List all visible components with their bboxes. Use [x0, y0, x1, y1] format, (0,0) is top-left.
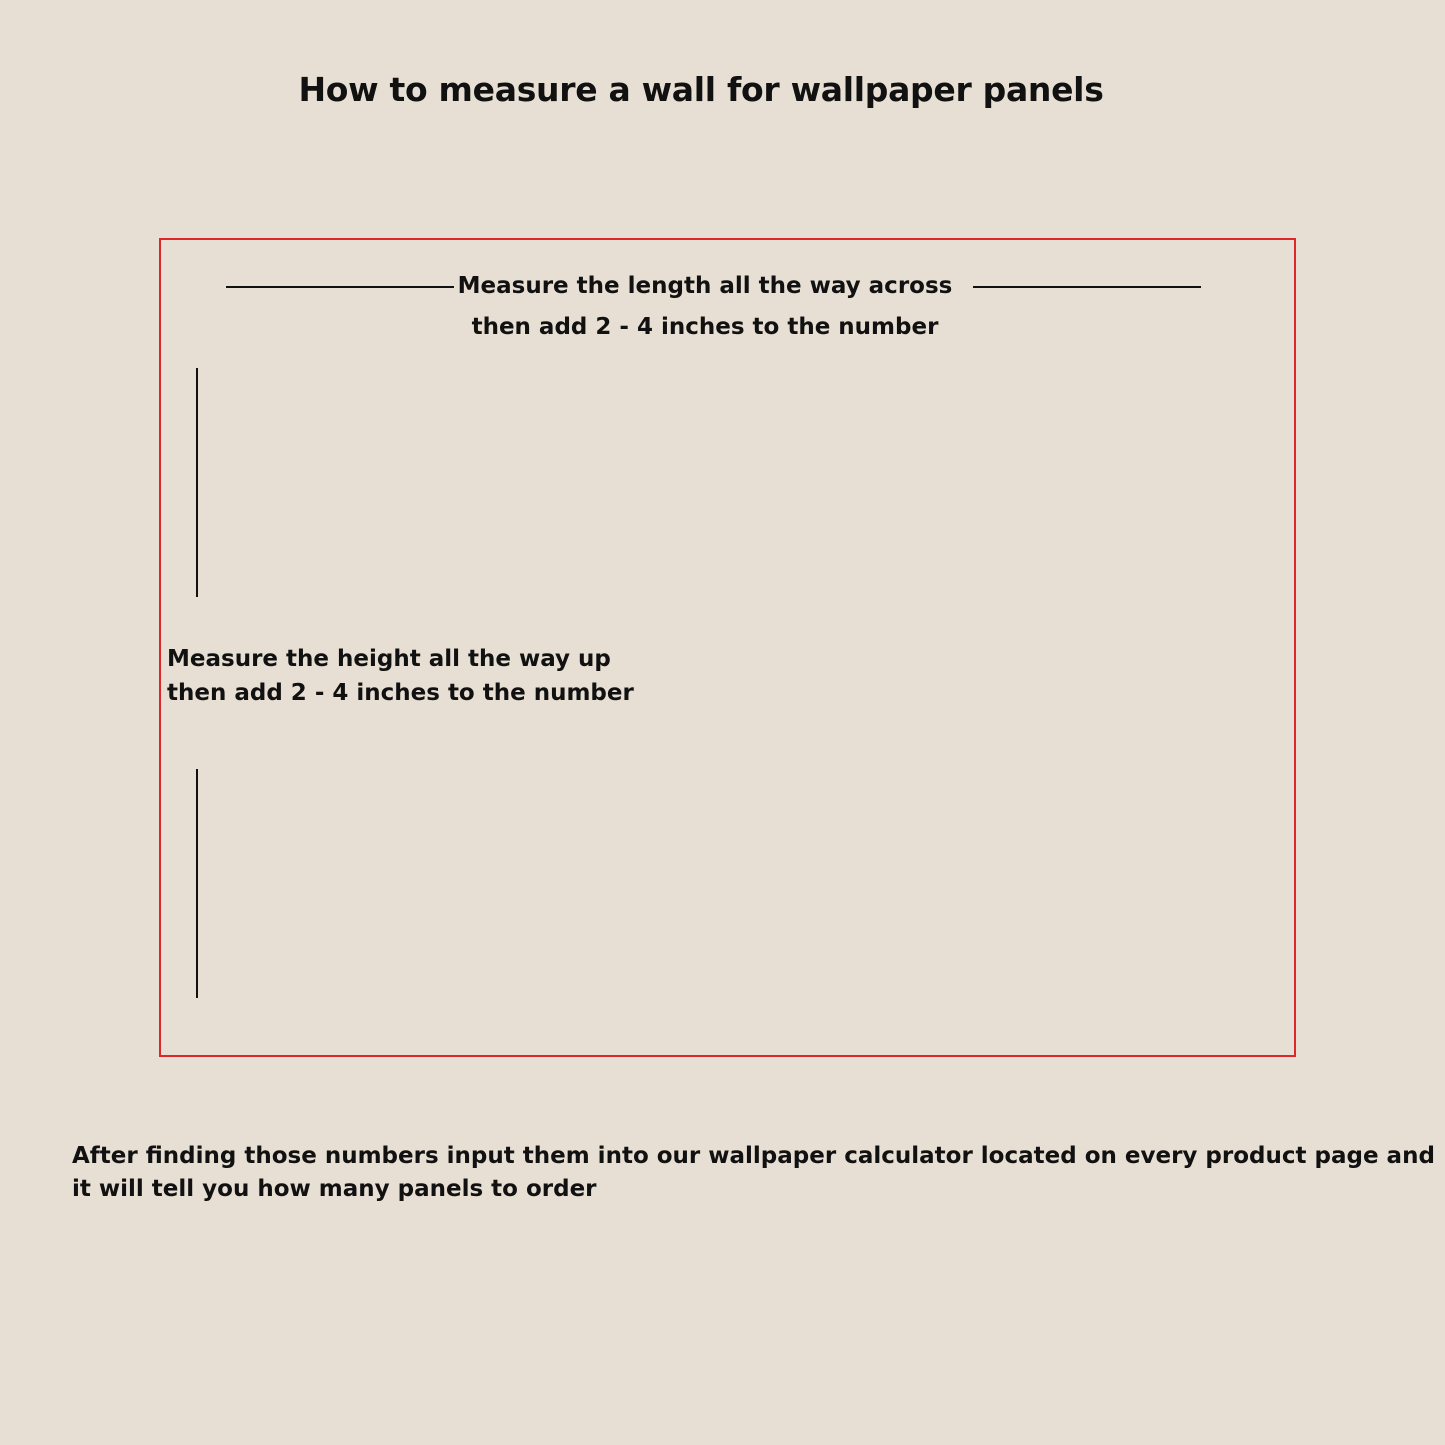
length-instruction-line1: Measure the length all the way across — [457, 273, 953, 299]
calculator-note-line1: After finding those numbers input them into our wallpaper calculator located on every product page and — [72, 1143, 1435, 1169]
length-instruction — [440, 266, 970, 348]
page-title: How to measure a wall for wallpaper panels — [298, 70, 1104, 109]
length-instruction-line2: then add 2 - 4 inches to the number — [471, 314, 939, 340]
calculator-note — [72, 1140, 1435, 1206]
calculator-note-line2: it will tell you how many panels to order — [72, 1176, 597, 1202]
height-instruction — [167, 642, 634, 710]
height-line-lower — [196, 769, 198, 998]
length-line-left — [226, 286, 454, 288]
length-line-right — [973, 286, 1201, 288]
height-instruction-line2: then add 2 - 4 inches to the number — [167, 680, 634, 706]
height-line-upper — [196, 368, 198, 597]
height-instruction-line1: Measure the height all the way up — [167, 646, 611, 672]
